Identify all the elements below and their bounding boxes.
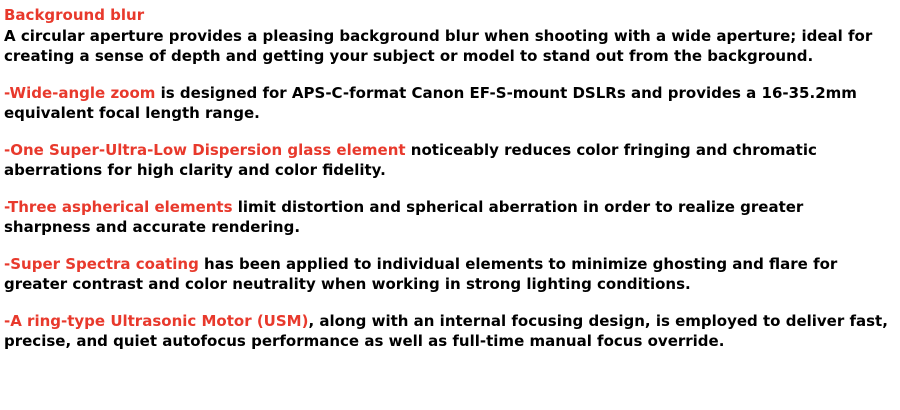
paragraph-highlight: -Wide-angle zoom [4, 84, 156, 102]
paragraph-text: , along with an internal focusing design, is employed to deliver fast, precise, and quiet autofocus performance as well as full-time manual focus override. [4, 312, 888, 350]
paragraph-highlight: -Three aspherical elements [4, 198, 233, 216]
paragraph-text: noticeably reduces color fringing and chromatic aberrations for high clarity and color fidelity. [4, 141, 817, 179]
paragraph-text: has been applied to individual elements to minimize ghosting and flare for greater contrast and color neutrality when working in strong lighting conditions. [4, 255, 838, 293]
paragraph-text: limit distortion and spherical aberration in order to realize greater sharpness and accurate rendering. [4, 198, 804, 236]
paragraph-wide-angle-zoom [4, 83, 890, 123]
paragraph-highlight: -A ring-type Ultrasonic Motor (USM) [4, 312, 309, 330]
paragraph-intro [4, 26, 890, 66]
paragraph-highlight: -One Super-Ultra-Low Dispersion glass element [4, 141, 406, 159]
paragraph-super-spectra-coating [4, 254, 890, 294]
paragraph-ultrasonic-motor [4, 311, 890, 351]
paragraph-text: is designed for APS-C-format Canon EF-S-mount DSLRs and provides a 16-35.2mm equivalent focal length range. [4, 84, 857, 122]
paragraph-sld-glass-element [4, 140, 890, 180]
paragraph-text: A circular aperture provides a pleasing background blur when shooting with a wide aperture; ideal for creating a sense of depth and getting your subject or model to stand out from the background. [4, 27, 873, 65]
section-heading: Background blur [4, 6, 145, 24]
paragraph-highlight: -Super Spectra coating [4, 255, 199, 273]
paragraph-aspherical-elements [4, 197, 890, 237]
